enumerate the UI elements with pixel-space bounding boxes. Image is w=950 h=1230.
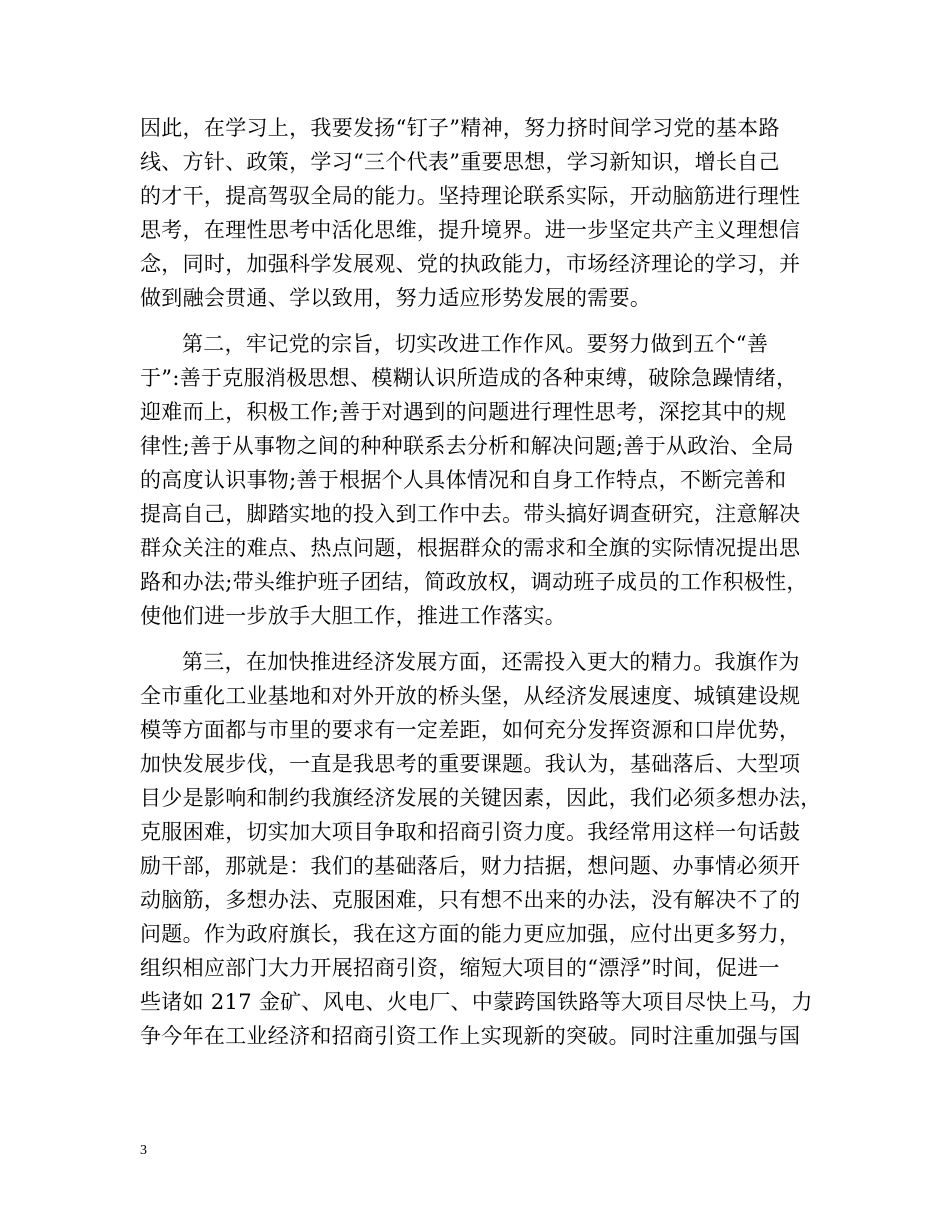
text-line: 提高自己，脚踏实地的投入到工作中去。带头搞好调查研究，注意解决: [140, 502, 801, 526]
text-line: 于”:善于克服消极思想、模糊认识所造成的各种束缚，破除急躁情绪，: [140, 366, 798, 390]
text-line: 的才干，提高驾驭全局的能力。坚持理论联系实际，开动脑筋进行理性: [140, 184, 801, 208]
text-line: 励干部，那就是：我们的基础落后，财力拮据，想问题、办事情必须开: [140, 854, 801, 878]
text-line: 克服困难，切实加大项目争取和招商引资力度。我经常用这样一句话鼓: [140, 820, 801, 844]
text-line: 全市重化工业基地和对外开放的桥头堡，从经济发展速度、城镇建设规: [140, 684, 801, 708]
paragraph-start-line: 第二，牢记党的宗旨，切实改进工作作风。要努力做到五个“善: [182, 332, 769, 356]
text-line: 线、方针、政策，学习“三个代表”重要思想，学习新知识，增长自己: [140, 150, 780, 174]
text-line: 目少是影响和制约我旗经济发展的关键因素，因此，我们必须多想办法，: [140, 786, 822, 810]
text-line: 模等方面都与市里的要求有一定差距，如何充分发挥资源和口岸优势，: [140, 718, 801, 742]
text-line: 使他们进一步放手大胆工作，推进工作落实。: [140, 604, 566, 628]
text-line: 动脑筋，多想办法、克服困难，只有想不出来的办法，没有解决不了的: [140, 888, 801, 912]
text-line: 做到融会贯通、学以致用，努力适应形势发展的需要。: [140, 286, 652, 310]
text-line: 律性;善于从事物之间的种种联系去分析和解决问题;善于从政治、全局: [140, 434, 794, 458]
text-line: 念，同时，加强科学发展观、党的执政能力，市场经济理论的学习，并: [140, 252, 801, 276]
text-line: 思考，在理性思考中活化思维，提升境界。进一步坚定共产主义理想信: [140, 218, 801, 242]
text-line: 争今年在工业经济和招商引资工作上实现新的突破。同时注重加强与国: [140, 1024, 801, 1048]
text-line: 群众关注的难点、热点问题，根据群众的需求和全旗的实际情况提出思: [140, 536, 801, 560]
page-number: 3: [140, 1143, 147, 1158]
text-line: 些诸如 217 金矿、风电、火电厂、中蒙跨国铁路等大项目尽快上马，力: [140, 990, 813, 1014]
text-line: 加快发展步伐，一直是我思考的重要课题。我认为，基础落后、大型项: [140, 752, 801, 776]
text-line: 迎难而上，积极工作;善于对遇到的问题进行理性思考，深挖其中的规: [140, 400, 787, 424]
text-line: 因此，在学习上，我要发扬“钉子”精神，努力挤时间学习党的基本路: [140, 116, 780, 140]
paragraph-start-line: 第三，在加快推进经济发展方面，还需投入更大的精力。我旗作为: [182, 650, 800, 674]
text-line: 的高度认识事物;善于根据个人具体情况和自身工作特点，不断完善和: [140, 468, 787, 492]
text-line: 路和办法;带头维护班子团结，简政放权，调动班子成员的工作积极性，: [140, 570, 808, 594]
text-line: 问题。作为政府旗长，我在这方面的能力更应加强，应付出更多努力，: [140, 922, 801, 946]
text-line: 组织相应部门大力开展招商引资，缩短大项目的“漂浮”时间，促进一: [140, 956, 780, 980]
